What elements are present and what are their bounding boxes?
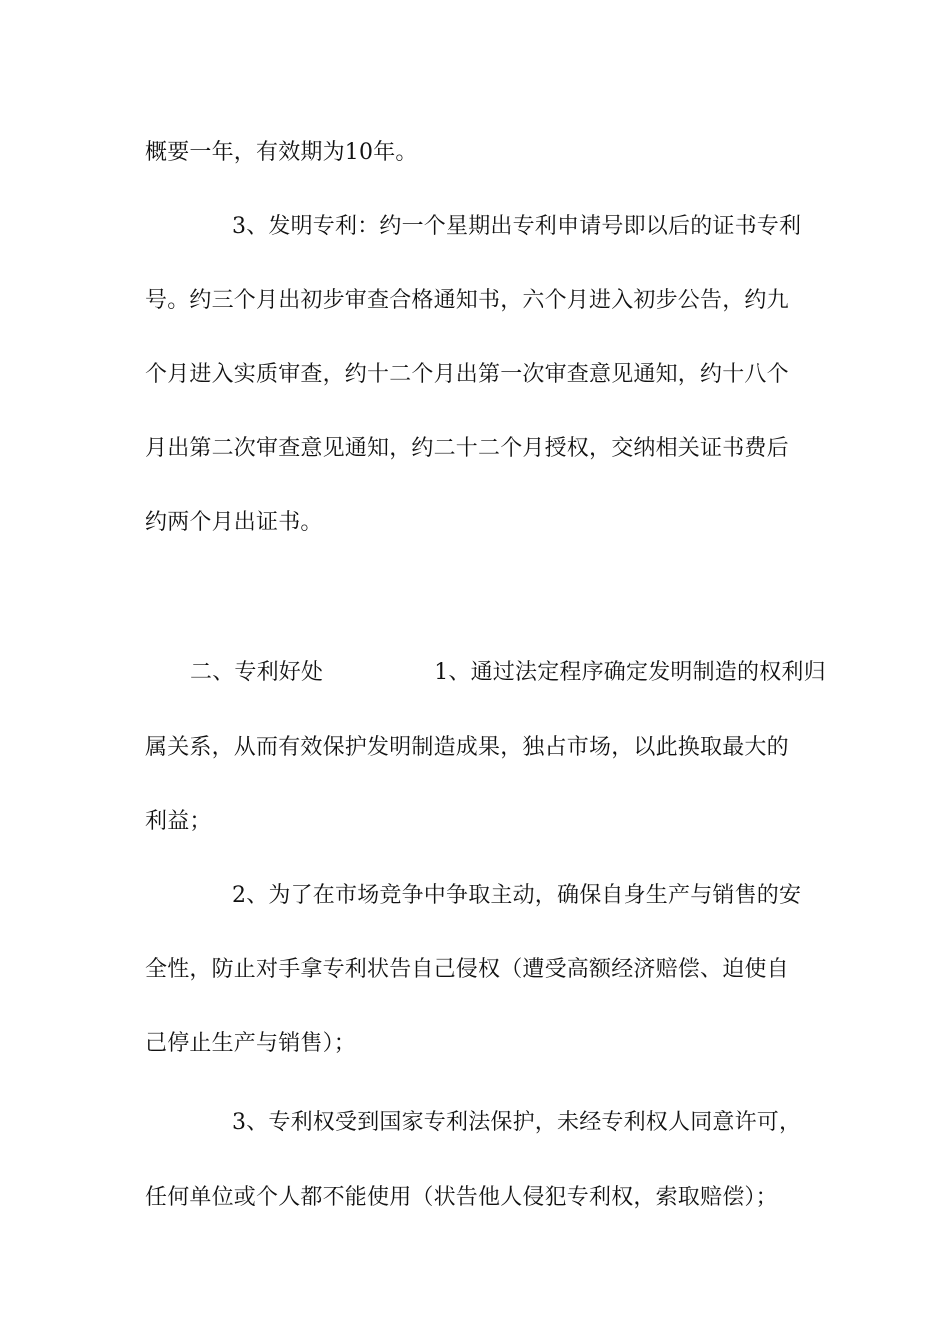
- section-heading-line: 二、专利好处 1、通过法定程序确定发明制造的权利归: [190, 660, 826, 685]
- body-text-line: 3、发明专利：约一个星期出专利申请号即以后的证书专利: [232, 214, 802, 239]
- body-text-line: 个月进入实质审查，约十二个月出第一次审查意见通知，约十八个: [145, 362, 789, 387]
- body-text-line: 任何单位或个人都不能使用（状告他人侵犯专利权，索取赔偿）；: [145, 1185, 778, 1210]
- body-text-line: 己停止生产与销售）；: [145, 1031, 357, 1056]
- body-text-line: 号。约三个月出初步审查合格通知书，六个月进入初步公告，约九: [145, 288, 789, 313]
- body-text-line: 3、专利权受到国家专利法保护，未经专利权人同意许可，: [232, 1110, 802, 1135]
- body-text-line: 利益；: [145, 809, 212, 834]
- body-text-line: 全性，防止对手拿专利状告自己侵权（遭受高额经济赔偿、迫使自: [145, 957, 789, 982]
- body-text-line: 2、为了在市场竞争中争取主动，确保自身生产与销售的安: [232, 883, 802, 908]
- body-text-line: 概要一年，有效期为10年。: [145, 140, 418, 165]
- body-text-line: 属关系，从而有效保护发明制造成果，独占市场，以此换取最大的: [145, 735, 789, 760]
- body-text-line: 约两个月出证书。: [145, 510, 323, 535]
- body-text-line: 月出第二次审查意见通知，约二十二个月授权，交纳相关证书费后: [145, 436, 789, 461]
